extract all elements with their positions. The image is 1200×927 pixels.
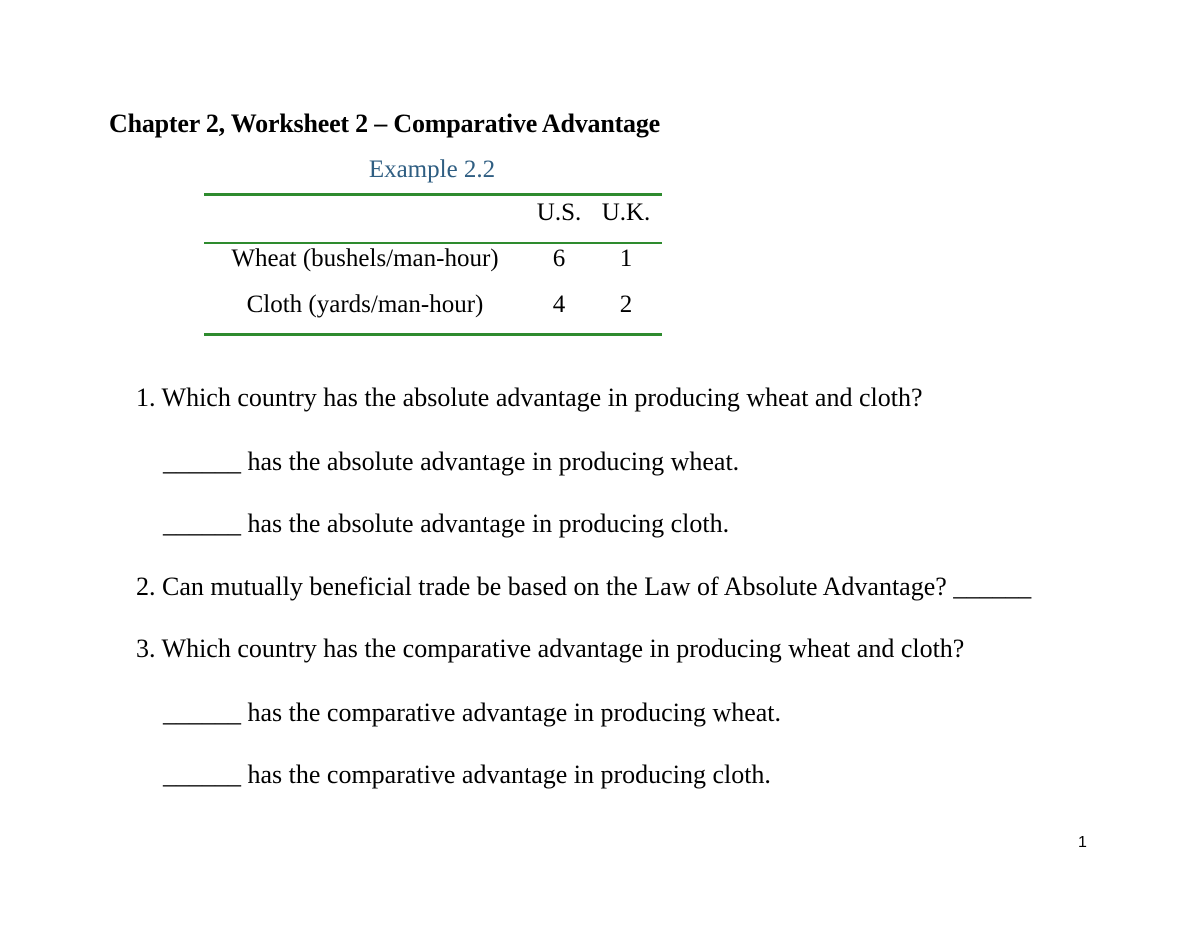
page-number: 1	[1078, 834, 1087, 851]
table-row-cloth-uk: 2	[619, 291, 633, 318]
page-title: Chapter 2, Worksheet 2 – Comparative Advantage	[109, 109, 660, 138]
table-header-rule	[204, 242, 662, 244]
table-bottom-rule	[204, 333, 662, 336]
table-header-uk: U.K.	[601, 199, 651, 226]
table-header-us: U.S.	[536, 199, 582, 226]
question-2: 2. Can mutually beneficial trade be based on the Law of Absolute Advantage? ______	[136, 572, 1032, 601]
table-row-cloth-us: 4	[552, 291, 566, 318]
table-row-cloth-label: Cloth (yards/man-hour)	[246, 291, 484, 318]
answer-1-wheat: ______ has the absolute advantage in producing wheat.	[163, 447, 740, 476]
answer-3-wheat: ______ has the comparative advantage in producing wheat.	[163, 698, 782, 727]
table-row-wheat-label: Wheat (bushels/man-hour)	[231, 245, 499, 272]
question-3: 3. Which country has the comparative advantage in producing wheat and cloth?	[136, 634, 965, 663]
answer-1-cloth: ______ has the absolute advantage in producing cloth.	[163, 509, 730, 538]
table-row-wheat-uk: 1	[619, 245, 633, 272]
table-row-wheat-us: 6	[552, 245, 566, 272]
question-1: 1. Which country has the absolute advantage in producing wheat and cloth?	[136, 383, 923, 412]
answer-3-cloth: ______ has the comparative advantage in producing cloth.	[163, 760, 771, 789]
table-caption: Example 2.2	[368, 156, 496, 183]
table-top-rule	[204, 193, 662, 196]
